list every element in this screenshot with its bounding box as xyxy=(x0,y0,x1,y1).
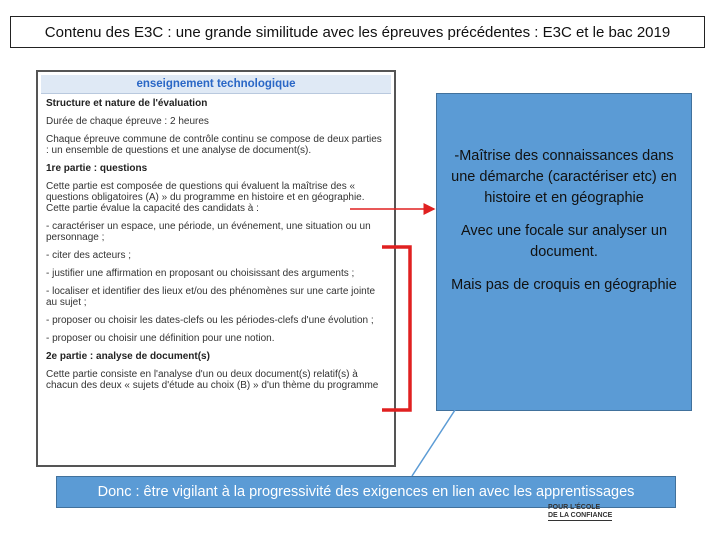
red-bracket xyxy=(382,247,410,410)
conclusion-box: Donc : être vigilant à la progressivité des exigences en lien avec les apprentissages xyxy=(56,476,676,508)
list-item: - citer des acteurs ; xyxy=(46,250,132,261)
callout-text-2: Avec une focale sur analyser un document. xyxy=(460,223,668,260)
part2-title: 2e partie : analyse de document(s) xyxy=(46,351,210,362)
part2-text: Cette partie consiste en l'analyse d'un ou deux document(s) relatif(s) à chacun des deux « sujets d'étude au choix (B) » d'un thème du programme xyxy=(46,369,379,391)
duration-text: Durée de chaque épreuve : 2 heures xyxy=(46,116,209,127)
list-item: - proposer ou choisir les dates-clefs ou les périodes-clefs d'une évolution ; xyxy=(46,315,374,326)
intro-text: Chaque épreuve commune de contrôle continu se compose de deux parties : un ensemble de questions et une analyse de document(s). xyxy=(46,134,382,156)
callout-text-3: Mais pas de croquis en géographie xyxy=(451,277,677,293)
slide-title: Contenu des E3C : une grande similitude avec les épreuves précédentes : E3C et le bac 2019 xyxy=(10,16,705,48)
logo-line-2: DE LA CONFIANCE xyxy=(548,512,613,519)
list-item: - localiser et identifier des lieux et/ou des phénomènes sur une carte jointe au sujet ; xyxy=(46,286,376,308)
logo-line-1: POUR L'ÉCOLE xyxy=(548,504,601,511)
list-item: - justifier une affirmation en proposant ou choisissant des arguments ; xyxy=(46,268,355,279)
document-header: enseignement technologique xyxy=(41,75,391,94)
list-item: - proposer ou choisir une définition pour une notion. xyxy=(46,333,275,344)
document-heading: Structure et nature de l'évaluation xyxy=(46,98,208,109)
part1-text: Cette partie est composée de questions qui évaluent la maîtrise des « questions obligatoires (A) » du programme en histoire et en géographie. Cette partie évalue la capacité des candidats à : xyxy=(46,181,365,214)
ministry-logo xyxy=(548,504,612,521)
list-item: - caractériser un espace, une période, un événement, une situation ou un personnage ; xyxy=(46,221,371,243)
connector-line xyxy=(412,410,455,476)
callout-text-1: -Maîtrise des connaissances dans une démarche (caractériser etc) en histoire et en géographie xyxy=(451,148,677,206)
part1-title: 1re partie : questions xyxy=(46,163,148,174)
